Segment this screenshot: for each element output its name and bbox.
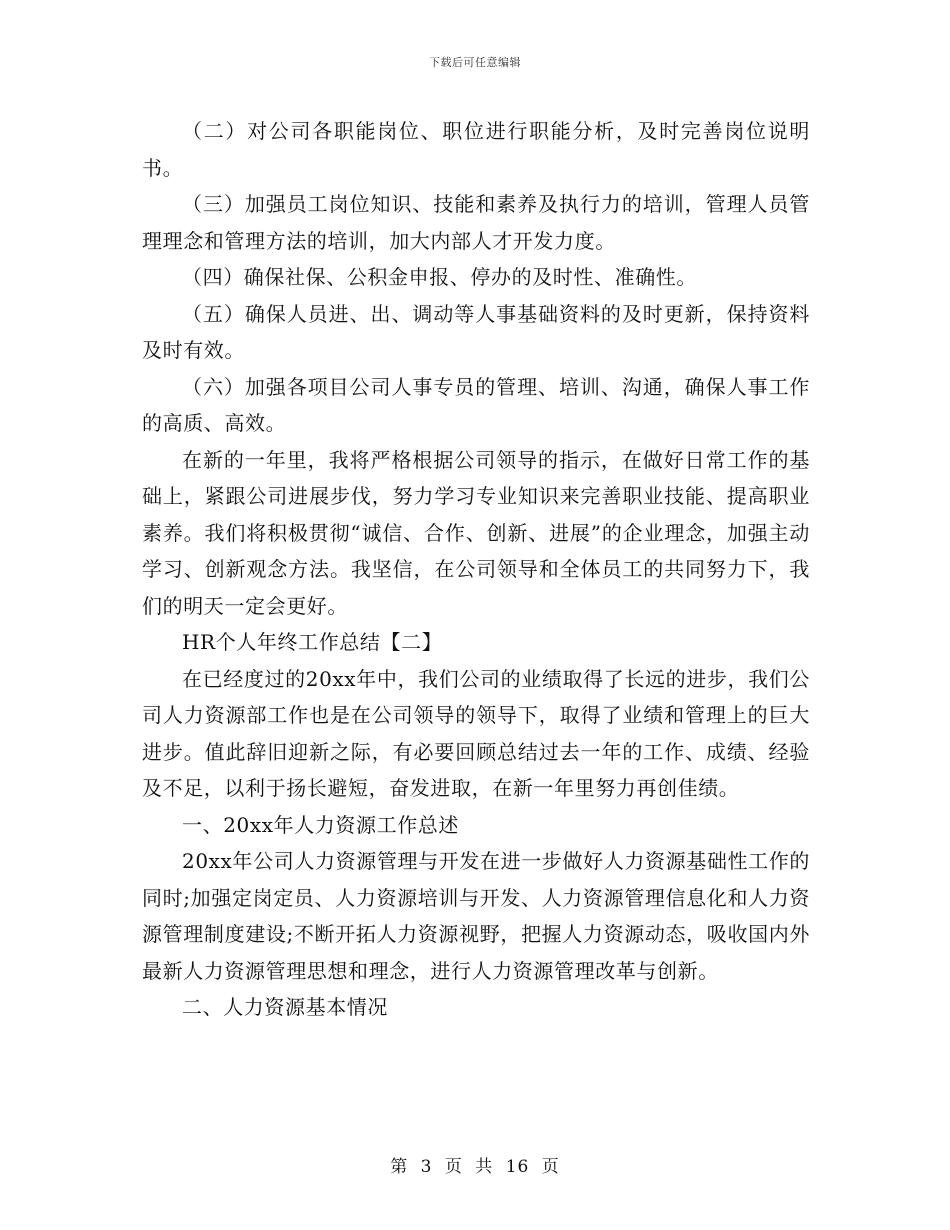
page-number-footer: 第 3 页 共 16 页: [390, 1157, 560, 1177]
paragraph-5: （五）确保人员进、出、调动等人事基础资料的及时更新，保持资料及时有效。: [142, 301, 810, 362]
section-heading-hr-summary-2: HR个人年终工作总结【二】: [182, 630, 443, 654]
paragraph-3: （三）加强员工岗位知识、技能和素养及执行力的培训，管理人员管理理念和管理方法的培训，加大内部人才开发力度。: [142, 192, 810, 253]
document-body: [142, 113, 810, 1026]
section-heading-1: 一、20xx年人力资源工作总述: [182, 812, 460, 837]
paragraph-intro: 在已经度过的20xx年中，我们公司的业绩取得了长远的进步，我们公司人力资源部工作也是在公司领导的领导下，取得了业绩和管理上的巨大进步。值此辞旧迎新之际，有必要回顾总结过去一年的工作、成绩、经验及不足，以利于扬长避短，奋发进取，在新一年里努力再创佳绩。: [142, 666, 810, 800]
paragraph-6: （六）加强各项目公司人事专员的管理、培训、沟通，确保人事工作的高质、高效。: [142, 374, 810, 435]
paragraph-4: （四）确保社保、公积金申报、停办的及时性、准确性。: [182, 265, 697, 289]
paragraph-2: （二）对公司各职能岗位、职位进行职能分析，及时完善岗位说明书。: [142, 119, 810, 180]
page-header: 下载后可任意编辑: [429, 56, 521, 69]
paragraph-new-year: 在新的一年里，我将严格根据公司领导的指示，在做好日常工作的基础上，紧跟公司进展步伐，努力学习专业知识来完善职业技能、提高职业素养。我们将积极贯彻“诚信、合作、创新、进展”的企业理念，加强主动学习、创新观念方法。我坚信，在公司领导和全体员工的共同努力下，我们的明天一定会更好。: [142, 447, 810, 618]
paragraph-overview: 20xx年公司人力资源管理与开发在进一步做好人力资源基础性工作的同时;加强定岗定员、人力资源培训与开发、人力资源管理信息化和人力资源管理制度建设;不断开拓人力资源视野，把握人力资源动态，吸收国内外最新人力资源管理思想和理念，进行人力资源管理改革与创新。: [142, 849, 810, 983]
section-heading-2: 二、人力资源基本情况: [182, 995, 388, 1019]
